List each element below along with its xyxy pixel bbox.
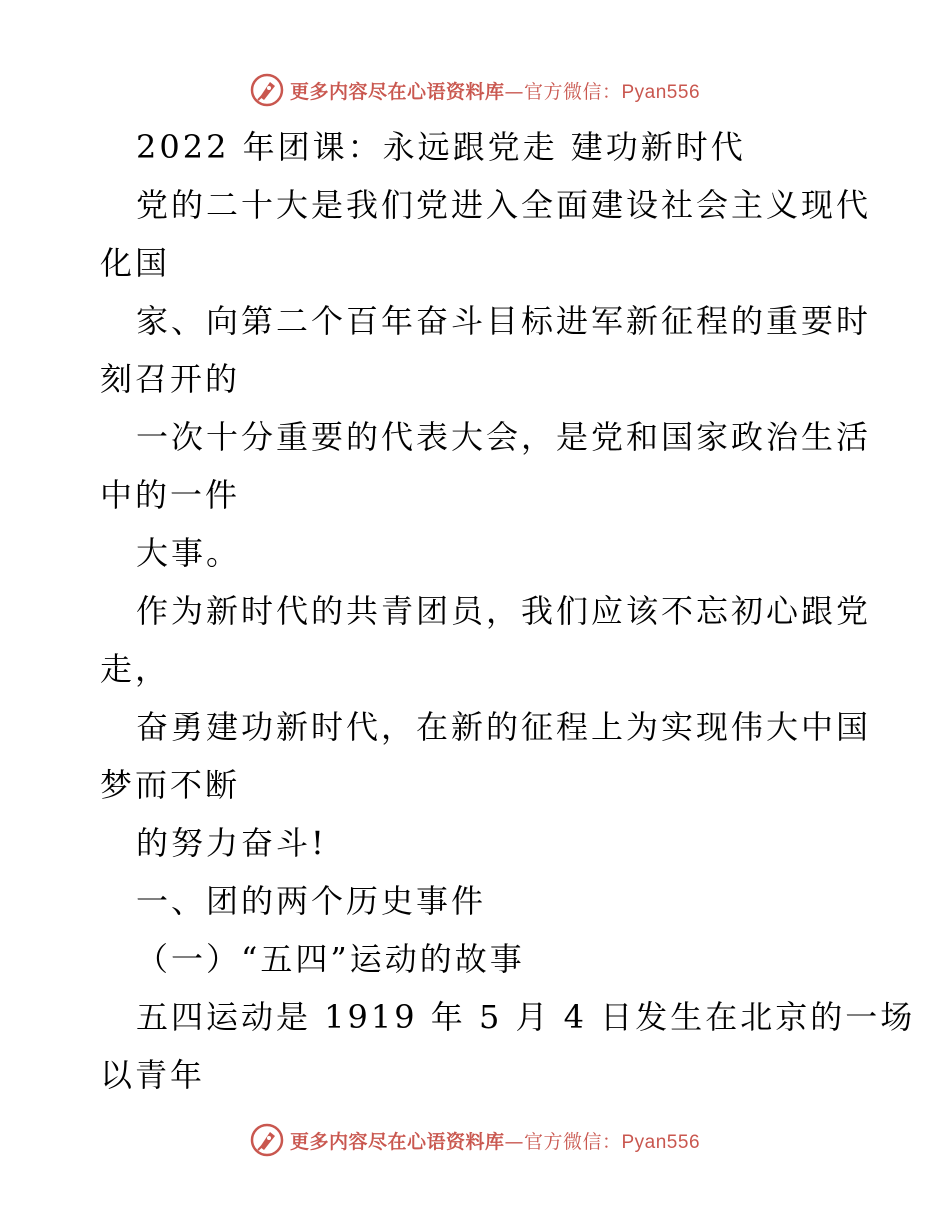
- text-line: 一、团的两个历史事件: [136, 882, 487, 920]
- banner-main-text: 更多内容尽在心语资料库: [289, 1130, 505, 1153]
- text-line: 作为新时代的共青团员，我们应该不忘初心跟党: [136, 592, 872, 630]
- banner-dash: —: [504, 80, 524, 103]
- text-line: 化国: [100, 244, 171, 282]
- banner-dash: —: [504, 1130, 524, 1153]
- text-line: 2022 年团课：永远跟党走 建功新时代: [136, 128, 746, 166]
- text-line: 走，: [100, 650, 171, 688]
- text-line: 梦而不断: [100, 766, 241, 804]
- footer-banner: [0, 1120, 950, 1160]
- text-line: 的努力奋斗!: [136, 824, 327, 862]
- text-line: 中的一件: [100, 476, 241, 514]
- text-line: 刻召开的: [100, 360, 241, 398]
- banner-text: [290, 77, 700, 104]
- header-banner: [0, 70, 950, 110]
- body-text: [100, 118, 916, 1104]
- pen-nib-logo-icon: [250, 73, 284, 107]
- banner-text: [290, 1127, 700, 1154]
- banner-side-text: 官方微信：: [523, 1130, 622, 1153]
- text-line: 五四运动是 1919 年 5 月 4 日发生在北京的一场: [136, 998, 916, 1036]
- text-line: 家、向第二个百年奋斗目标进军新征程的重要时: [136, 302, 872, 340]
- text-line: 奋勇建功新时代，在新的征程上为实现伟大中国: [136, 708, 872, 746]
- text-line: 党的二十大是我们党进入全面建设社会主义现代: [136, 186, 872, 224]
- text-line: （一）“五四”运动的故事: [136, 940, 525, 978]
- text-line: 以青年: [100, 1056, 206, 1094]
- banner-code-text: Pyan556: [621, 81, 701, 103]
- text-line: 一次十分重要的代表大会，是党和国家政治生活: [136, 418, 872, 456]
- banner-main-text: 更多内容尽在心语资料库: [289, 80, 505, 103]
- text-line: 大事。: [136, 534, 242, 572]
- pen-nib-logo-icon: [250, 1123, 284, 1157]
- banner-side-text: 官方微信：: [523, 80, 622, 103]
- banner-code-text: Pyan556: [621, 1131, 701, 1153]
